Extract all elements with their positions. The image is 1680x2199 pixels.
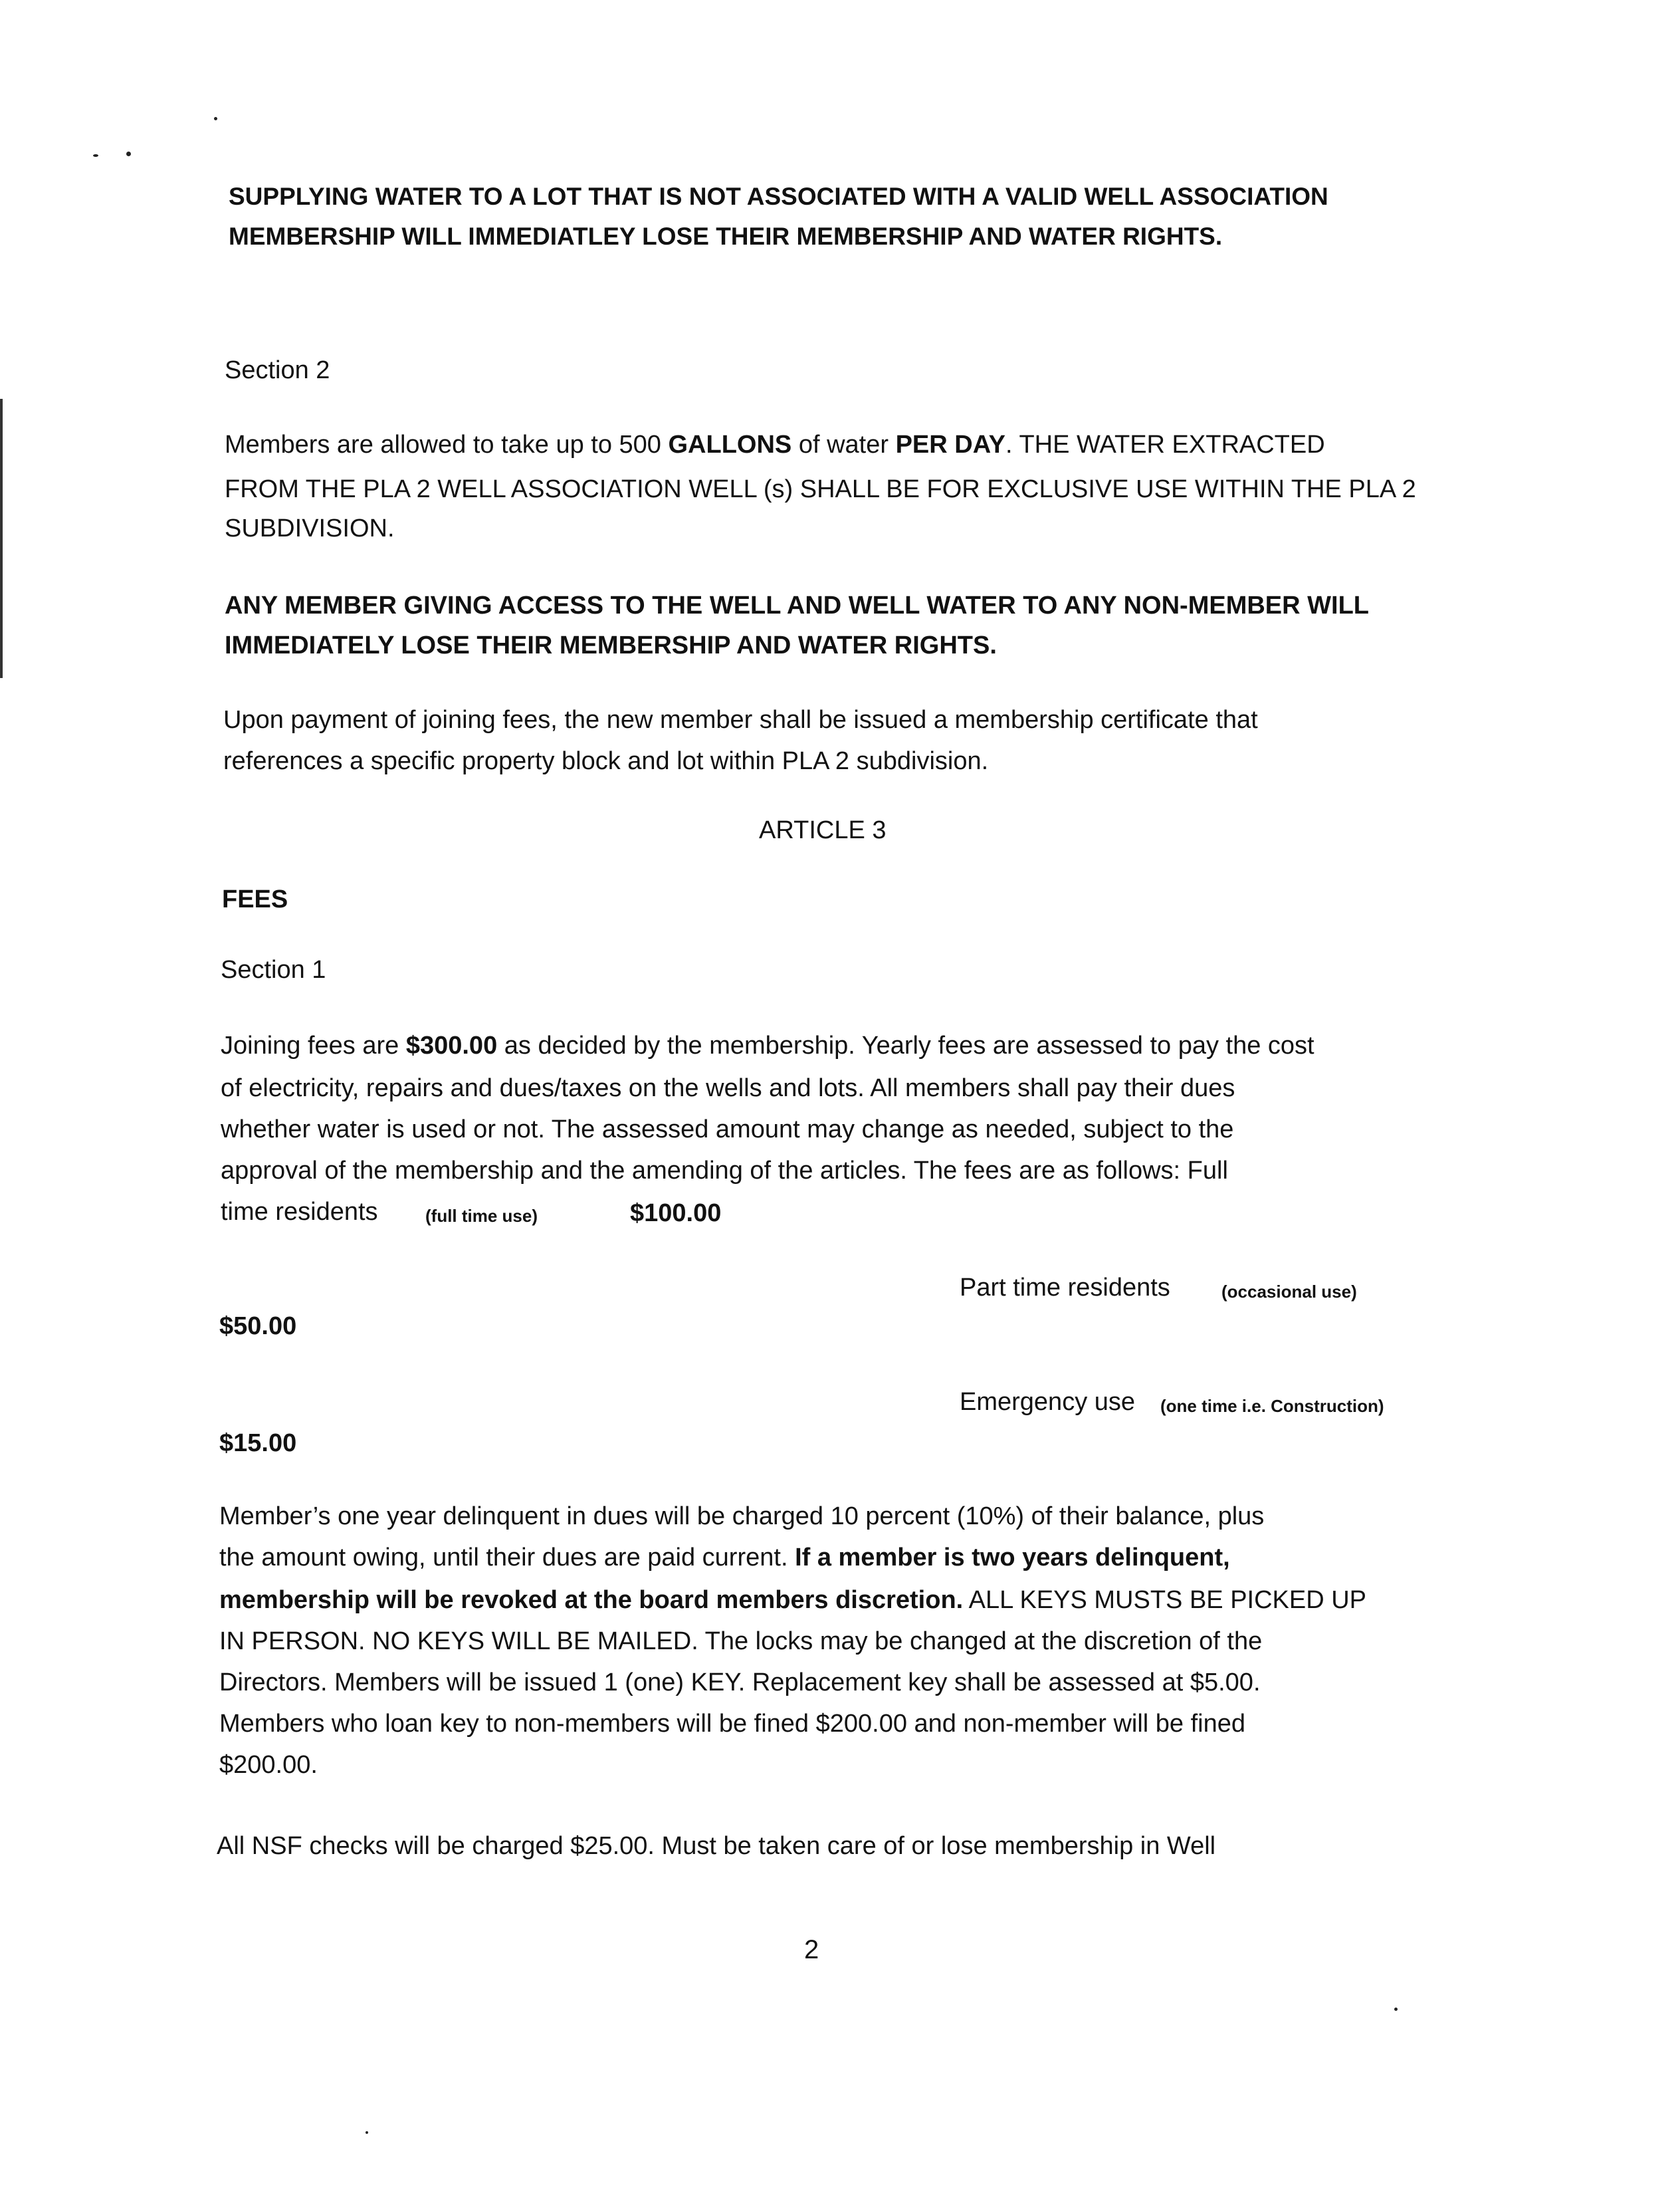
article-subtitle: FEES (222, 885, 288, 913)
warning-line: ANY MEMBER GIVING ACCESS TO THE WELL AND WELL WATER TO ANY NON-MEMBER WILL (225, 592, 1369, 620)
paragraph-line: membership will be revoked at the board members discretion. ALL KEYS MUSTS BE PICKED UP (219, 1586, 1367, 1614)
fee-note: (occasional use) (1221, 1282, 1357, 1302)
page-number: 2 (804, 1935, 819, 1964)
fee-label: Emergency use (960, 1388, 1136, 1416)
fee-label: Part time residents (960, 1274, 1170, 1302)
paragraph-line: Directors. Members will be issued 1 (one) KEY. Replacement key shall be assessed at $5.00. (219, 1669, 1261, 1696)
paragraph-line: approval of the membership and the amending of the articles. The fees are as follows: Full (221, 1157, 1228, 1185)
notice-text: MEMBERSHIP WILL IMMEDIATLEY LOSE THEIR MEMBERSHIP AND WATER RIGHTS. (229, 223, 1223, 250)
notice-line (229, 181, 1328, 212)
paragraph-line: Joining fees are $300.00 as decided by the membership. Yearly fees are assessed to pay the cost (221, 1032, 1314, 1060)
paragraph-line: Member’s one year delinquent in dues will be charged 10 percent (10%) of their balance, plus (219, 1502, 1265, 1530)
scan-speck (1394, 2008, 1398, 2011)
paragraph-line: time residents (221, 1198, 378, 1226)
notice-text: SUPPLYING WATER TO A LOT THAT IS NOT ASSOCIATED WITH A VALID WELL ASSOCIATION (229, 183, 1328, 210)
warning-line: IMMEDIATELY LOSE THEIR MEMBERSHIP AND WATER RIGHTS. (225, 632, 997, 659)
paragraph-line: the amount owing, until their dues are paid current. If a member is two years delinquent, (219, 1544, 1230, 1571)
paragraph-line: SUBDIVISION. (225, 515, 395, 542)
paragraph-line: Members are allowed to take up to 500 GALLONS of water PER DAY. THE WATER EXTRACTED (225, 431, 1325, 459)
paragraph-line: FROM THE PLA 2 WELL ASSOCIATION WELL (s) SHALL BE FOR EXCLUSIVE USE WITHIN THE PLA 2 (225, 475, 1416, 503)
scan-edge-mark (0, 399, 3, 678)
fee-note: (full time use) (425, 1206, 538, 1226)
paragraph-line: Members who loan key to non-members will be fined $200.00 and non-member will be fined (219, 1710, 1246, 1738)
section-heading: Section 2 (225, 356, 330, 384)
section-heading: Section 1 (221, 956, 326, 984)
scan-speck (366, 2131, 368, 2134)
fee-amount: $15.00 (219, 1429, 297, 1457)
fee-amount: $50.00 (219, 1312, 297, 1340)
paragraph-line: whether water is used or not. The assessed amount may change as needed, subject to the (221, 1115, 1234, 1143)
fee-amount: $100.00 (630, 1199, 722, 1227)
paragraph-line: Upon payment of joining fees, the new member shall be issued a membership certificate that (223, 706, 1258, 734)
scan-speck (93, 154, 98, 157)
paragraph-line: IN PERSON. NO KEYS WILL BE MAILED. The locks may be changed at the discretion of the (219, 1627, 1263, 1655)
notice-line (229, 221, 1222, 252)
fee-note: (one time i.e. Construction) (1160, 1396, 1384, 1416)
paragraph-line: references a specific property block and lot within PLA 2 subdivision. (223, 747, 989, 775)
scan-speck (214, 117, 217, 120)
article-title: ARTICLE 3 (759, 816, 887, 844)
paragraph-line: All NSF checks will be charged $25.00. Must be taken care of or lose membership in Well (217, 1832, 1216, 1860)
paragraph-line: $200.00. (219, 1751, 318, 1779)
paragraph-line: of electricity, repairs and dues/taxes on the wells and lots. All members shall pay their dues (221, 1074, 1235, 1102)
scan-speck (126, 152, 131, 156)
